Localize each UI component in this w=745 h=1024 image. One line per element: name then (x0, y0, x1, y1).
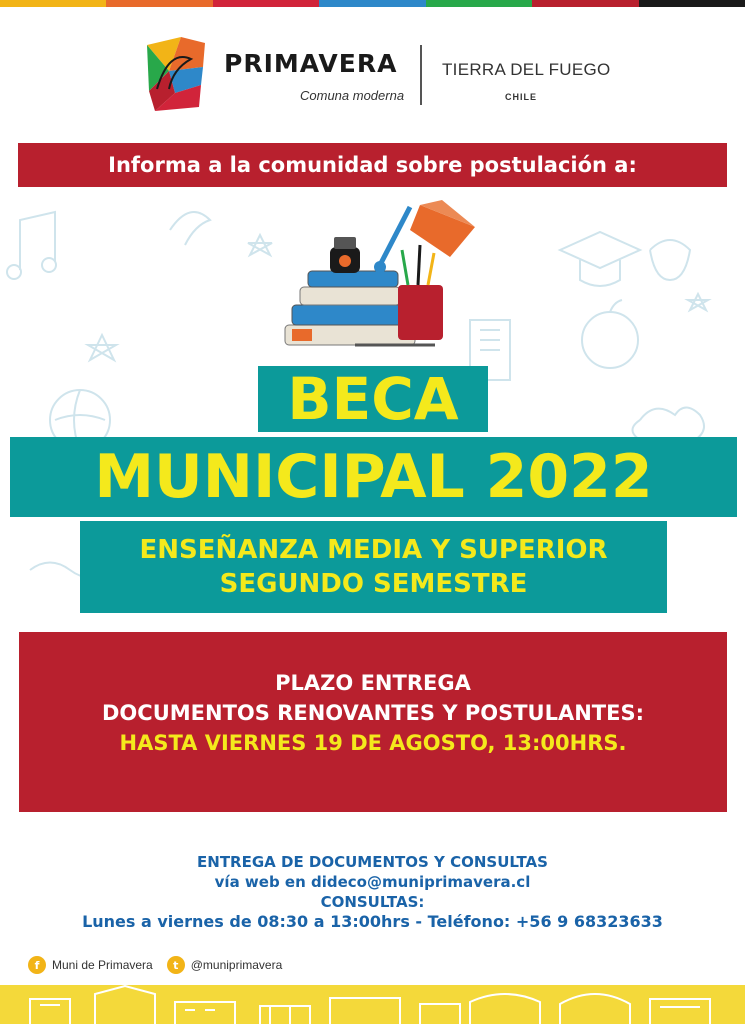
deadline-documents: DOCUMENTOS RENOVANTES Y POSTULANTES: (102, 701, 644, 725)
primavera-logo-icon (145, 37, 207, 113)
title-line-municipal: MUNICIPAL 2022 (10, 437, 737, 517)
facebook-link[interactable] (28, 956, 153, 974)
title-line-beca: BECA (258, 366, 488, 432)
contact-email-line[interactable]: vía web en dideco@muniprimavera.cl (214, 873, 531, 891)
city-buildings-footer (0, 985, 745, 1024)
brand-name: PRIMAVERA (224, 49, 398, 78)
deadline-date: HASTA VIERNES 19 DE AGOSTO, 13:00HRS. (119, 731, 627, 755)
contact-line-1: ENTREGA DE DOCUMENTOS Y CONSULTAS (197, 853, 548, 871)
twitter-link[interactable] (167, 956, 283, 974)
level-line-1: ENSEÑANZA MEDIA Y SUPERIOR (139, 535, 608, 565)
contact-hours-phone: Lunes a viernes de 08:30 a 13:00hrs - Teléfono: +56 9 68323633 (82, 912, 663, 931)
header-divider (420, 45, 422, 105)
facebook-icon: f (28, 956, 46, 974)
contact-info (0, 852, 745, 932)
deadline-box (19, 632, 727, 812)
deadline-heading: PLAZO ENTREGA (275, 671, 471, 695)
region-name: TIERRA DEL FUEGO (442, 60, 611, 79)
brand-tagline: Comuna moderna (300, 88, 405, 103)
twitter-handle: @muniprimavera (190, 958, 283, 972)
header (0, 35, 745, 120)
country-name: CHILE (505, 92, 537, 102)
social-links (28, 955, 296, 975)
study-desk-illustration-icon (270, 195, 490, 360)
contact-line-3: CONSULTAS: (320, 893, 425, 911)
top-color-bar (0, 0, 745, 7)
facebook-handle: Muni de Primavera (52, 958, 153, 972)
education-level-box (80, 521, 667, 613)
twitter-icon: t (167, 956, 185, 974)
level-line-2: SEGUNDO SEMESTRE (219, 569, 528, 599)
inform-banner: Informa a la comunidad sobre postulación a: (18, 143, 727, 187)
